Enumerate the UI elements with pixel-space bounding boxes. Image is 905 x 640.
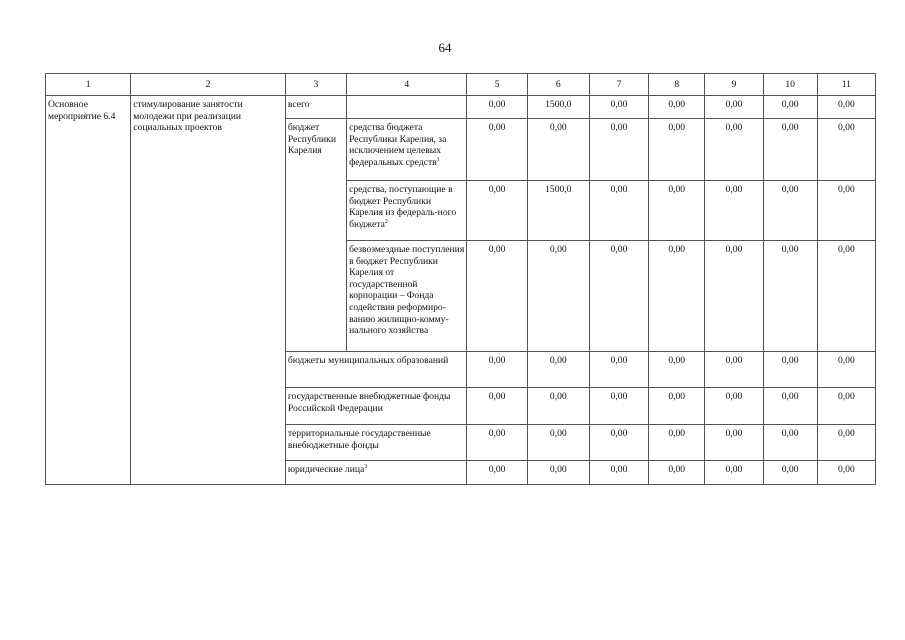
value-cell: 0,00 <box>527 352 589 388</box>
value-cell: 0,00 <box>589 425 648 461</box>
subsource-cell: безвозмездные поступления в бюджет Республики Карелия от государственной корпорации – Фонда содействия реформиро-ванию жилищно-комму-нального хозяйства <box>347 241 467 352</box>
source-cell: всего <box>285 96 346 119</box>
page-number: 64 <box>438 40 452 55</box>
value-cell: 0,00 <box>817 461 875 485</box>
value-cell: 0,00 <box>817 425 875 461</box>
value-cell: 0,00 <box>763 425 817 461</box>
value-cell: 0,00 <box>589 388 648 425</box>
value-cell: 0,00 <box>589 352 648 388</box>
value-cell: 0,00 <box>649 461 705 485</box>
value-cell: 0,00 <box>649 119 705 181</box>
value-cell: 0,00 <box>649 388 705 425</box>
header-cell: 8 <box>649 74 705 96</box>
subsource-cell: средства, поступающие в бюджет Республики Карелия из федераль-ного бюджета$^2$ <box>347 181 467 241</box>
source-cell: бюджеты муниципальных образований <box>285 352 467 388</box>
value-cell: 0,00 <box>649 181 705 241</box>
value-cell: 0,00 <box>763 119 817 181</box>
header-cell: 7 <box>589 74 648 96</box>
value-cell: 0,00 <box>467 388 527 425</box>
budget-table <box>45 73 876 485</box>
value-cell: 0,00 <box>705 96 763 119</box>
value-cell: 0,00 <box>705 425 763 461</box>
value-cell: 0,00 <box>589 119 648 181</box>
value-cell: 0,00 <box>467 461 527 485</box>
value-cell: 0,00 <box>527 388 589 425</box>
header-cell: 4 <box>347 74 467 96</box>
value-cell: 0,00 <box>817 181 875 241</box>
value-cell: 0,00 <box>817 388 875 425</box>
value-cell: 0,00 <box>589 181 648 241</box>
source-cell: юридические лица$^3$ <box>285 461 467 485</box>
value-cell: 0,00 <box>817 352 875 388</box>
value-cell: 0,00 <box>589 461 648 485</box>
value-cell: 0,00 <box>467 241 527 352</box>
value-cell: 1500,0 <box>527 181 589 241</box>
header-row <box>46 74 876 96</box>
value-cell: 1500,0 <box>527 96 589 119</box>
value-cell: 0,00 <box>705 241 763 352</box>
subsource-cell: средства бюджета Республики Карелия, за исключением целевых федеральных средств$^1$ <box>347 119 467 181</box>
value-cell: 0,00 <box>763 388 817 425</box>
value-cell: 0,00 <box>705 181 763 241</box>
value-cell: 0,00 <box>817 96 875 119</box>
value-cell: 0,00 <box>467 352 527 388</box>
header-cell: 10 <box>763 74 817 96</box>
header-cell: 2 <box>131 74 286 96</box>
source-cell: территориальные государственные внебюджетные фонды <box>285 425 467 461</box>
activity-goal: стимулирование занятости молодежи при реализации социальных проектов <box>131 96 286 485</box>
value-cell: 0,00 <box>527 119 589 181</box>
value-cell: 0,00 <box>705 352 763 388</box>
value-cell: 0,00 <box>467 119 527 181</box>
value-cell: 0,00 <box>467 425 527 461</box>
header-cell: 11 <box>817 74 875 96</box>
value-cell: 0,00 <box>763 461 817 485</box>
value-cell: 0,00 <box>527 461 589 485</box>
value-cell: 0,00 <box>467 96 527 119</box>
value-cell: 0,00 <box>649 352 705 388</box>
value-cell: 0,00 <box>467 181 527 241</box>
subsource-cell <box>347 96 467 119</box>
header-cell: 1 <box>46 74 131 96</box>
activity-name: Основное мероприятие 6.4 <box>46 96 131 485</box>
source-cell: государственные внебюджетные фонды Российской Федерации <box>285 388 467 425</box>
value-cell: 0,00 <box>817 119 875 181</box>
value-cell: 0,00 <box>763 96 817 119</box>
value-cell: 0,00 <box>589 241 648 352</box>
source-cell: бюджет Республики Карелия <box>285 119 346 352</box>
value-cell: 0,00 <box>763 181 817 241</box>
value-cell: 0,00 <box>705 119 763 181</box>
header-cell: 3 <box>285 74 346 96</box>
value-cell: 0,00 <box>763 241 817 352</box>
value-cell: 0,00 <box>817 241 875 352</box>
value-cell: 0,00 <box>589 96 648 119</box>
value-cell: 0,00 <box>705 461 763 485</box>
value-cell: 0,00 <box>649 425 705 461</box>
value-cell: 0,00 <box>705 388 763 425</box>
value-cell: 0,00 <box>649 241 705 352</box>
value-cell: 0,00 <box>527 241 589 352</box>
value-cell: 0,00 <box>763 352 817 388</box>
header-cell: 6 <box>527 74 589 96</box>
table-row <box>46 96 876 119</box>
header-cell: 9 <box>705 74 763 96</box>
header-cell: 5 <box>467 74 527 96</box>
value-cell: 0,00 <box>649 96 705 119</box>
value-cell: 0,00 <box>527 425 589 461</box>
